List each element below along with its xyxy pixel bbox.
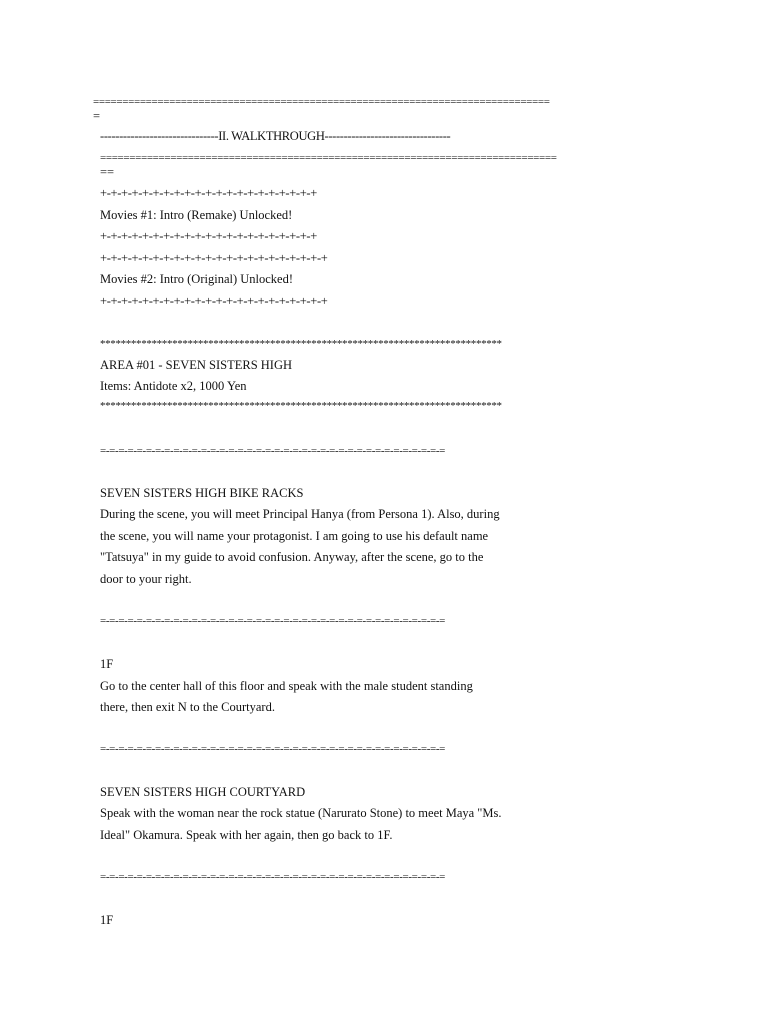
movie-1-unlocked: Movies #1: Intro (Remake) Unlocked! xyxy=(100,208,293,222)
movie-2-border-bottom: +-+-+-+-+-+-+-+-+-+-+-+-+-+-+-+-+-+-+-+-+-+ xyxy=(100,294,328,308)
location-divider: =-=-=-=-=-=-=-=-=-=-=-=-=-=-=-=-=-=-=-=-=-=-=-=-=-=-=-=-=-=-=-=-=-=-=-=-=-= xyxy=(100,871,446,883)
area-items: Items: Antidote x2, 1000 Yen xyxy=(100,379,247,393)
area-rule-top: ****************************************************************************** xyxy=(100,338,502,350)
location-divider: =-=-=-=-=-=-=-=-=-=-=-=-=-=-=-=-=-=-=-=-=-=-=-=-=-=-=-=-=-=-=-=-=-=-=-=-=-= xyxy=(100,743,446,755)
bike-racks-text-4: door to your right. xyxy=(100,572,192,586)
1f-text-2: there, then exit N to the Courtyard. xyxy=(100,700,275,714)
top-rule: ============================================================================== xyxy=(93,96,550,108)
movie-1-border-bottom: +-+-+-+-+-+-+-+-+-+-+-+-+-+-+-+-+-+-+-+-+ xyxy=(100,229,317,243)
location-divider: =-=-=-=-=-=-=-=-=-=-=-=-=-=-=-=-=-=-=-=-=-=-=-=-=-=-=-=-=-=-=-=-=-=-=-=-=-= xyxy=(100,615,446,627)
section-rule-overflow: == xyxy=(100,165,115,179)
location-heading-1f: 1F xyxy=(100,657,114,671)
section-title-walkthrough: -------------------------------II. WALKTHROUGH--------------------------------- xyxy=(100,129,451,143)
courtyard-text-1: Speak with the woman near the rock statue (Narurato Stone) to meet Maya "Ms. xyxy=(100,806,502,820)
movie-2-border-top: +-+-+-+-+-+-+-+-+-+-+-+-+-+-+-+-+-+-+-+-+-+ xyxy=(100,251,328,265)
section-rule: ============================================================================== xyxy=(100,152,557,164)
location-heading-bike-racks: SEVEN SISTERS HIGH BIKE RACKS xyxy=(100,486,304,500)
bike-racks-text-1: During the scene, you will meet Principal Hanya (from Persona 1). Also, during xyxy=(100,507,500,521)
bike-racks-text-2: the scene, you will name your protagonist. I am going to use his default name xyxy=(100,529,489,543)
1f-text-1: Go to the center hall of this floor and speak with the male student standing xyxy=(100,679,473,693)
movie-1-border-top: +-+-+-+-+-+-+-+-+-+-+-+-+-+-+-+-+-+-+-+-+ xyxy=(100,186,317,200)
movie-2-unlocked: Movies #2: Intro (Original) Unlocked! xyxy=(100,272,294,286)
top-rule-overflow: = xyxy=(93,109,101,123)
area-rule-bottom: ****************************************************************************** xyxy=(100,400,502,412)
location-heading-1f-return: 1F xyxy=(100,913,114,927)
area-title: AREA #01 - SEVEN SISTERS HIGH xyxy=(100,358,293,372)
location-divider: =-=-=-=-=-=-=-=-=-=-=-=-=-=-=-=-=-=-=-=-=-=-=-=-=-=-=-=-=-=-=-=-=-=-=-=-=-= xyxy=(100,445,446,457)
bike-racks-text-3: "Tatsuya" in my guide to avoid confusion. Anyway, after the scene, go to the xyxy=(100,550,484,564)
courtyard-text-2: Ideal" Okamura. Speak with her again, then go back to 1F. xyxy=(100,828,393,842)
location-heading-courtyard: SEVEN SISTERS HIGH COURTYARD xyxy=(100,785,306,799)
